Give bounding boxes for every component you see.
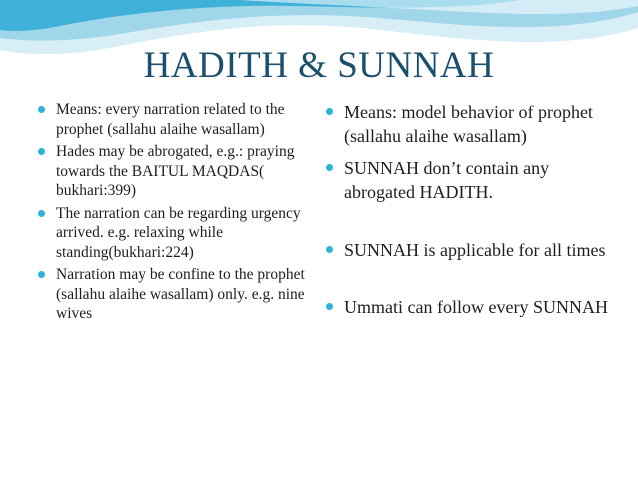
bullet-icon (38, 106, 45, 113)
hadith-bullet-list (36, 100, 316, 324)
item-text: Ummati can follow every SUNNAH (344, 297, 608, 317)
list-item (324, 156, 614, 204)
list-item (324, 100, 614, 148)
bullet-icon (326, 246, 333, 253)
item-text: SUNNAH is applicable for all times (344, 240, 606, 260)
list-item (36, 204, 316, 263)
item-text: Narration may be confine to the prophet (sallahu alaihe wasallam) only. e.g. nine wives (56, 266, 305, 322)
bullet-icon (326, 303, 333, 310)
list-item (36, 142, 316, 201)
item-text: Hades may be abrogated, e.g.: praying towards the BAITUL MAQDAS( bukhari:399) (56, 143, 295, 199)
item-text: The narration can be regarding urgency arrived. e.g. relaxing while standing(bukhari:224) (56, 204, 301, 261)
bullet-icon (38, 148, 45, 155)
list-item (324, 238, 614, 262)
bullet-icon (326, 108, 333, 115)
bullet-icon (38, 210, 45, 217)
bullet-icon (38, 271, 45, 278)
item-text: Means: model behavior of prophet (sallahu alaihe wasallam) (344, 102, 593, 146)
list-item (36, 100, 316, 139)
list-item (36, 265, 316, 324)
list-item (324, 295, 614, 319)
left-column (36, 100, 316, 327)
bullet-icon (326, 164, 333, 171)
item-text: SUNNAH don’t contain any abrogated HADITH. (344, 158, 550, 202)
item-text: Means: every narration related to the prophet (sallahu alaihe wasallam) (56, 101, 285, 138)
slide-title: HADITH & SUNNAH (143, 45, 495, 86)
sunnah-bullet-list (324, 100, 614, 319)
right-column (324, 100, 614, 319)
